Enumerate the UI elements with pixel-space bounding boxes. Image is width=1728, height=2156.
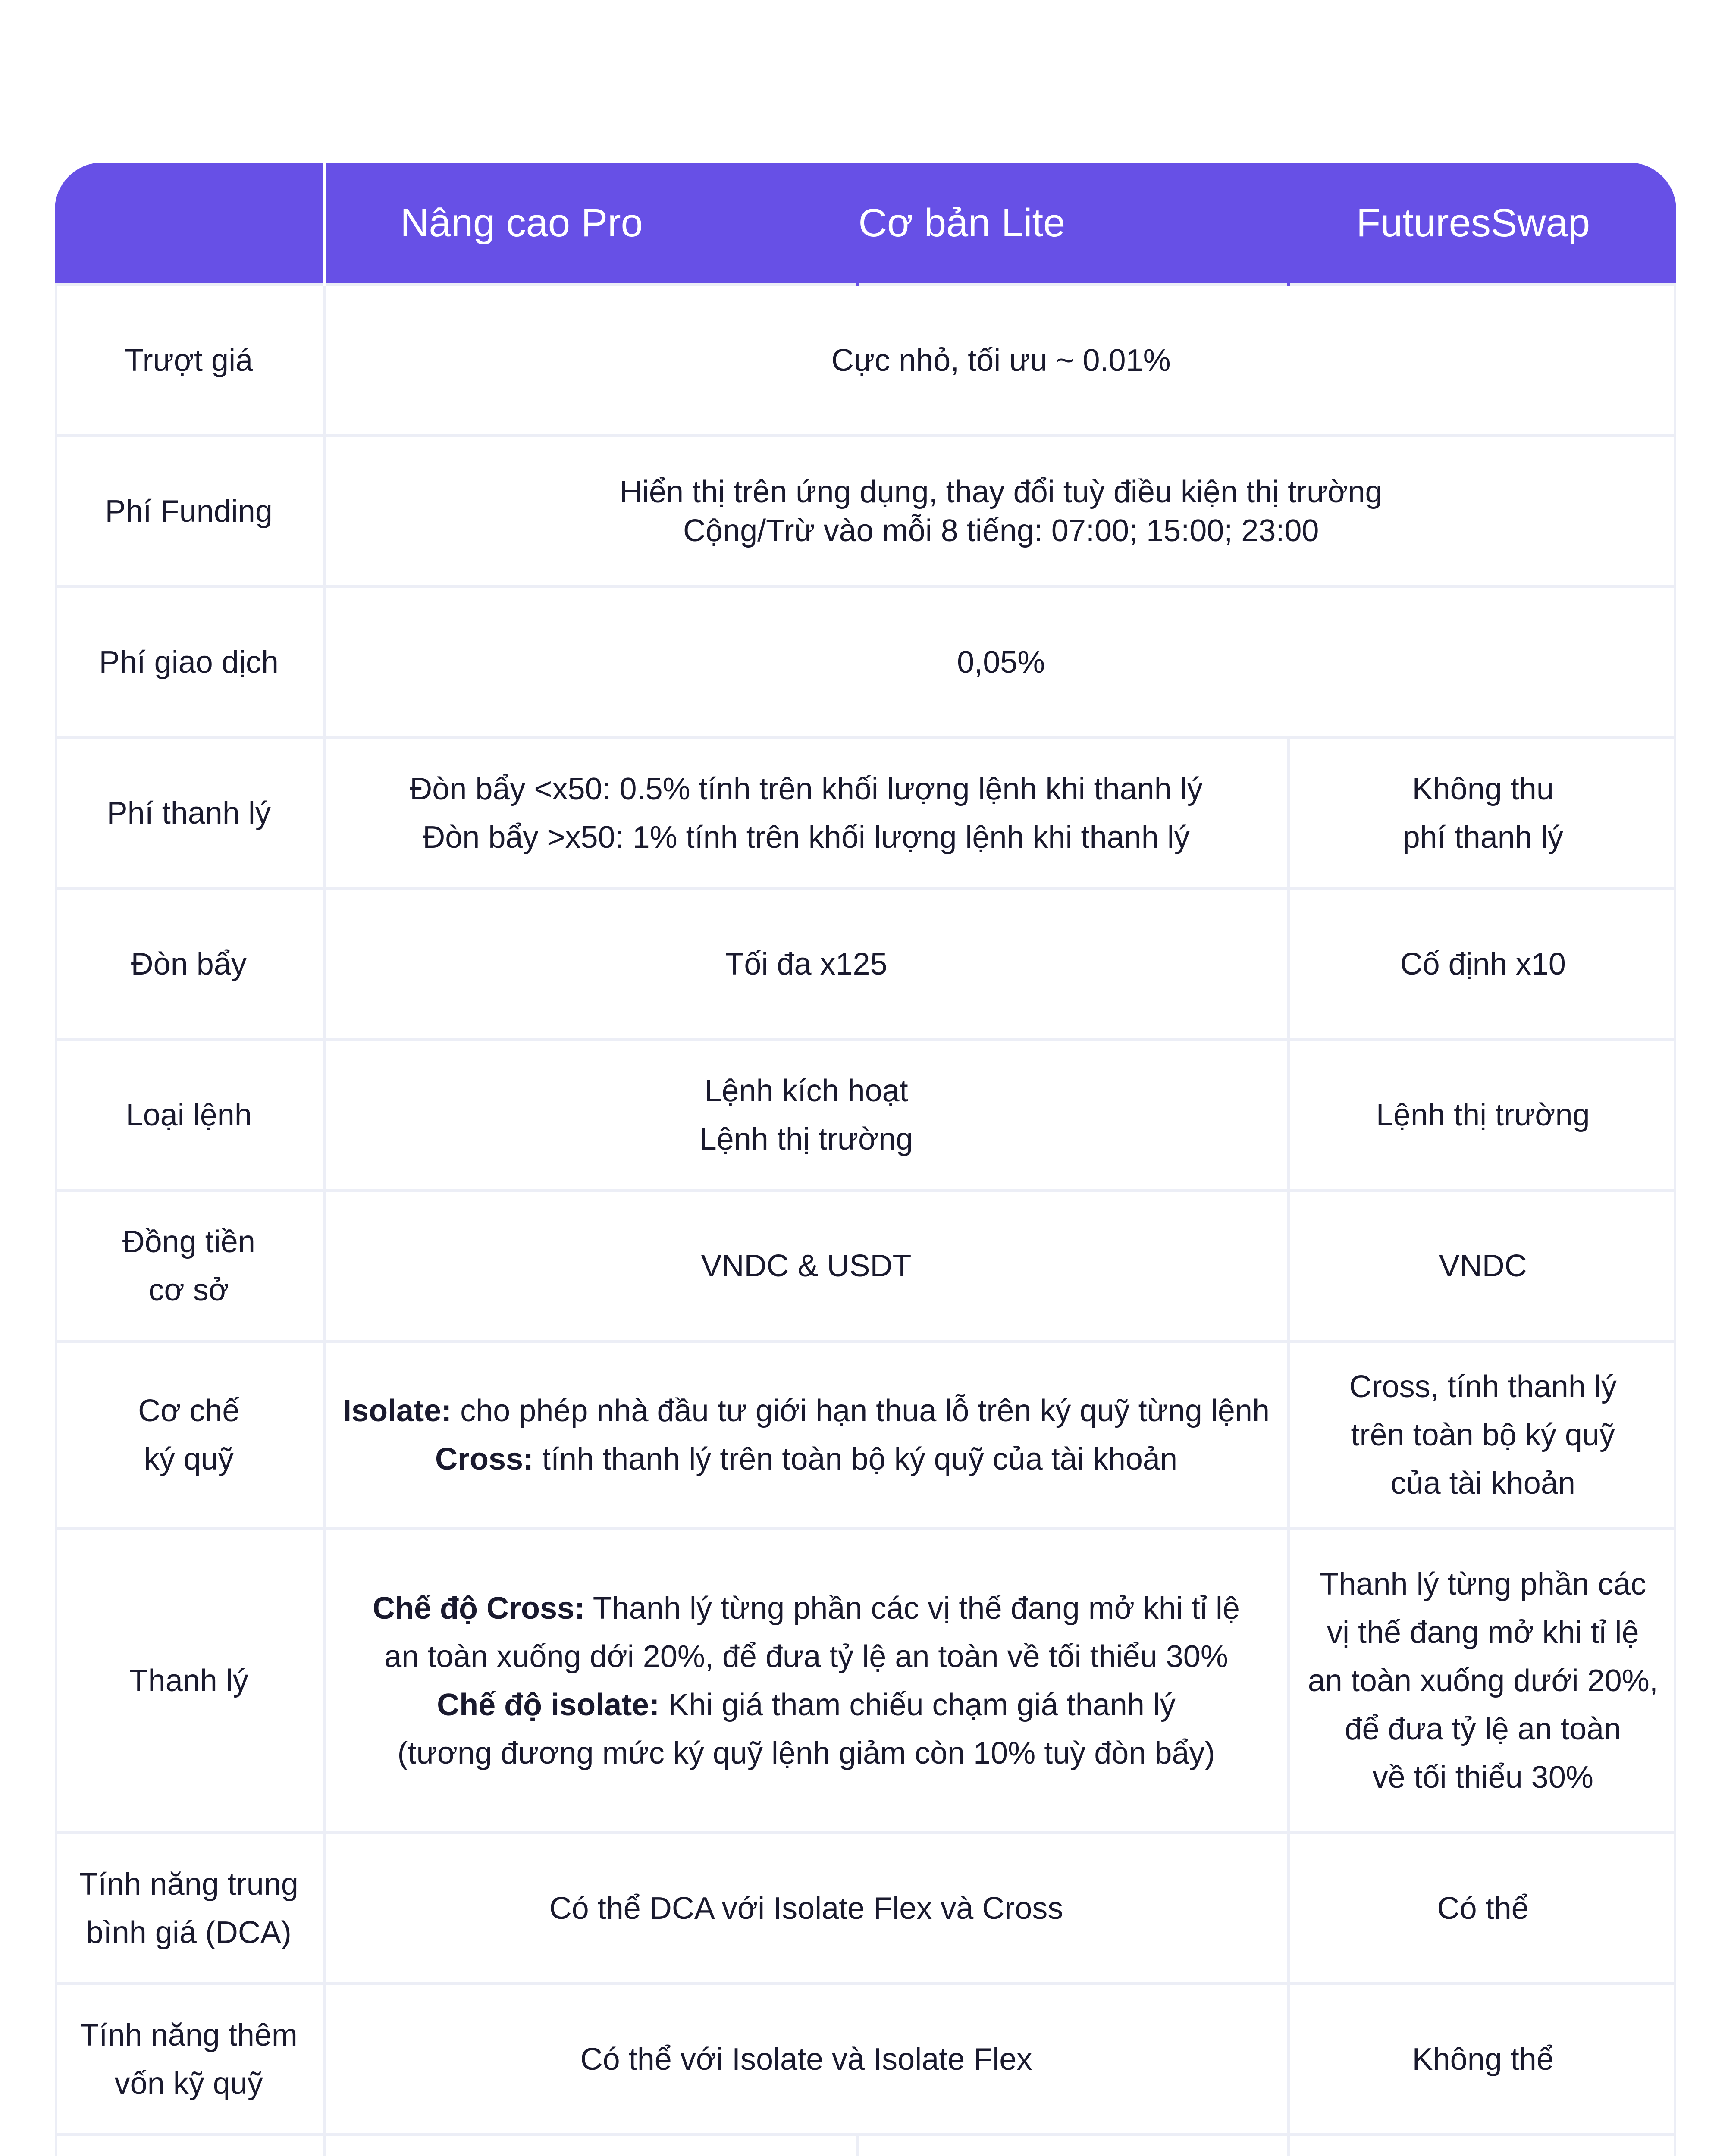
margin-mode-fs-line-1: Cross, tính thanh lý — [1349, 1369, 1617, 1404]
liquidation-isolate-line-1 — [339, 1681, 1274, 1729]
margin-mode-isolate-text: cho phép nhà đầu tư giới hạn thua lỗ trên ký quỹ từng lệnh — [452, 1394, 1270, 1428]
table-row — [55, 285, 1676, 436]
liquidation-fee-fs-line-2: phí thanh lý — [1402, 820, 1563, 855]
order-type-line-2: Lệnh thị trường — [699, 1122, 913, 1156]
liquidation-fee-fs-line-1: Không thu — [1412, 771, 1554, 806]
margin-mode-isolate-keyword: Isolate: — [343, 1394, 452, 1428]
margin-mode-pro-lite — [324, 1341, 1288, 1529]
base-currency-label-line-2: cơ sở — [148, 1272, 229, 1307]
order-type-line-1: Lệnh kích hoạt — [704, 1073, 908, 1108]
interface-pro — [324, 2135, 857, 2156]
table-row — [55, 738, 1676, 889]
slippage-value: Cực nhỏ, tối ưu ~ 0.01% — [324, 285, 1676, 436]
row-label-interface — [55, 2135, 324, 2156]
row-label-dca — [55, 1833, 324, 1984]
trading-fee-value: 0,05% — [324, 587, 1676, 738]
row-label-slippage: Trượt giá — [55, 285, 324, 436]
table-row — [55, 1984, 1676, 2135]
liquidation-cross-keyword: Chế độ Cross: — [373, 1591, 585, 1626]
add-margin-futures-swap: Không thể — [1288, 1984, 1676, 2135]
dca-futures-swap: Có thể — [1288, 1833, 1676, 1984]
funding-fee-line-2: Cộng/Trừ vào mỗi 8 tiếng: 07:00; 15:00; 23:00 — [683, 513, 1319, 548]
table-row — [55, 1341, 1676, 1529]
funding-fee-value — [324, 436, 1676, 587]
add-margin-pro-lite: Có thể với Isolate và Isolate Flex — [324, 1984, 1288, 2135]
leverage-futures-swap: Cố định x10 — [1288, 889, 1676, 1040]
base-currency-futures-swap: VNDC — [1288, 1191, 1676, 1341]
table-row — [55, 2135, 1676, 2156]
header-futures-swap: FuturesSwap — [1288, 163, 1676, 285]
liquidation-fs-line-2: vị thế đang mở khi tỉ lệ — [1327, 1615, 1639, 1650]
table-row — [55, 1040, 1676, 1191]
leverage-pro-lite: Tối đa x125 — [324, 889, 1288, 1040]
row-label-trading-fee: Phí giao dịch — [55, 587, 324, 738]
liquidation-cross-line-1 — [339, 1584, 1274, 1633]
liquidation-fee-pro-lite — [324, 738, 1288, 889]
interface-futures-swap — [1288, 2135, 1676, 2156]
order-type-pro-lite — [324, 1040, 1288, 1191]
header-pro: Nâng cao Pro — [324, 163, 857, 285]
margin-mode-cross-keyword: Cross: — [435, 1442, 534, 1476]
comparison-table — [55, 163, 1676, 2156]
row-label-liquidation: Thanh lý — [55, 1529, 324, 1833]
funding-fee-line-1: Hiển thị trên ứng dụng, thay đổi tuỳ điều kiện thị trường — [619, 474, 1383, 509]
header-empty-cell — [55, 163, 324, 285]
add-margin-label-line-1: Tính năng thêm — [80, 2018, 298, 2053]
dca-label-line-1: Tính năng trung — [79, 1867, 298, 1902]
liquidation-fs-line-1: Thanh lý từng phần các — [1320, 1567, 1646, 1601]
margin-mode-fs-line-3: của tài khoản — [1390, 1466, 1575, 1501]
liquidation-fee-futures-swap — [1288, 738, 1676, 889]
comparison-table-container — [55, 163, 1676, 2156]
table-row — [55, 1833, 1676, 1984]
row-label-margin-mode — [55, 1341, 324, 1529]
margin-mode-cross-text: tính thanh lý trên toàn bộ ký quỹ của tài khoản — [533, 1442, 1178, 1476]
row-label-leverage: Đòn bẩy — [55, 889, 324, 1040]
base-currency-label-line-1: Đồng tiền — [122, 1224, 255, 1259]
margin-mode-label-line-1: Cơ chế — [138, 1394, 240, 1428]
row-label-funding-fee: Phí Funding — [55, 436, 324, 587]
table-row — [55, 1191, 1676, 1341]
liquidation-fs-line-4: để đưa tỷ lệ an toàn — [1345, 1712, 1621, 1746]
liquidation-cross-text-1: Thanh lý từng phần các vị thế đang mở khi tỉ lệ — [585, 1591, 1240, 1626]
table-row — [55, 587, 1676, 738]
base-currency-pro-lite: VNDC & USDT — [324, 1191, 1288, 1341]
margin-mode-fs-line-2: trên toàn bộ ký quỹ — [1351, 1418, 1615, 1452]
header-lite: Cơ bản Lite — [857, 163, 1288, 285]
row-label-add-margin — [55, 1984, 324, 2135]
liquidation-futures-swap — [1288, 1529, 1676, 1833]
row-label-liquidation-fee: Phí thanh lý — [55, 738, 324, 889]
liquidation-isolate-line-2: (tương đương mức ký quỹ lệnh giảm còn 10% tuỳ đòn bẩy) — [397, 1736, 1215, 1771]
liquidation-fs-line-3: an toàn xuống dưới 20%, — [1308, 1664, 1658, 1698]
liquidation-cross-line-2: an toàn xuống dới 20%, để đưa tỷ lệ an toàn về tối thiểu 30% — [384, 1639, 1228, 1674]
order-type-futures-swap: Lệnh thị trường — [1288, 1040, 1676, 1191]
dca-pro-lite: Có thể DCA với Isolate Flex và Cross — [324, 1833, 1288, 1984]
dca-label-line-2: bình giá (DCA) — [86, 1915, 292, 1950]
table-row — [55, 436, 1676, 587]
liquidation-pro-lite — [324, 1529, 1288, 1833]
liquidation-isolate-text-1: Khi giá tham chiếu chạm giá thanh lý — [659, 1688, 1176, 1722]
margin-mode-cross-line — [339, 1435, 1274, 1483]
row-label-base-currency — [55, 1191, 324, 1341]
margin-mode-label-line-2: ký quỹ — [144, 1442, 234, 1476]
table-row — [55, 889, 1676, 1040]
interface-lite — [857, 2135, 1288, 2156]
liquidation-fee-line-2: Đòn bẩy >x50: 1% tính trên khối lượng lệnh khi thanh lý — [423, 820, 1190, 855]
table-header-row — [55, 163, 1676, 285]
liquidation-isolate-keyword: Chế độ isolate: — [437, 1688, 660, 1722]
margin-mode-futures-swap — [1288, 1341, 1676, 1529]
add-margin-label-line-2: vốn kỹ quỹ — [114, 2066, 263, 2101]
liquidation-fs-line-5: về tối thiểu 30% — [1372, 1760, 1593, 1795]
margin-mode-isolate-line — [339, 1387, 1274, 1435]
row-label-order-type: Loại lệnh — [55, 1040, 324, 1191]
table-row — [55, 1529, 1676, 1833]
liquidation-fee-line-1: Đòn bẩy <x50: 0.5% tính trên khối lượng lệnh khi thanh lý — [410, 771, 1203, 806]
